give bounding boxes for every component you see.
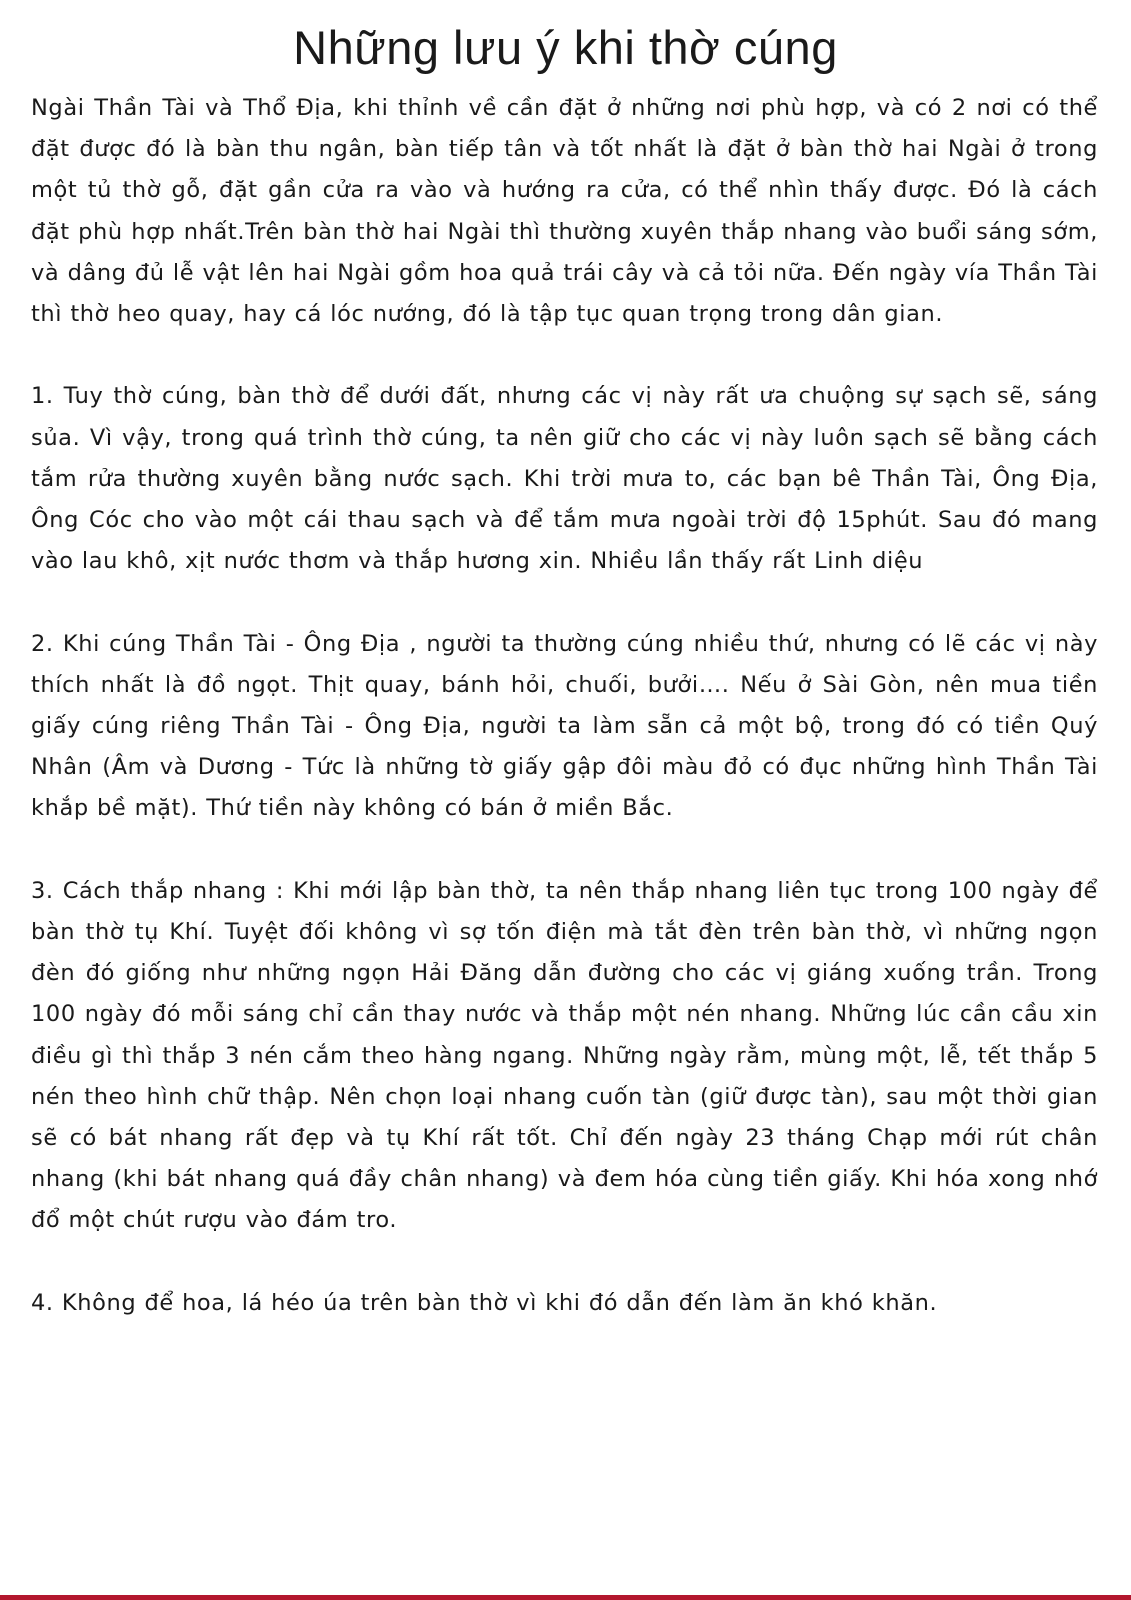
note-paragraph-2: 2. Khi cúng Thần Tài - Ông Địa , người ta thường cúng nhiều thứ, nhưng có lẽ các vị này thích nhất là đồ ngọt. Thịt quay, bánh hỏi, chuối, bưởi…. Nếu ở Sài Gòn, nên mua tiền giấy cúng riêng Thần Tài - Ông Địa, người ta làm sẵn cả một bộ, trong đó có tiền Quý Nhân (Âm và Dương - Tức là những tờ giấy gập đôi màu đỏ có đục những hình Thần Tài khắp bề mặt). Thứ tiền này không có bán ở miền Bắc. — [31, 630, 1098, 822]
note-paragraph-3: 3. Cách thắp nhang : Khi mới lập bàn thờ, ta nên thắp nhang liên tục trong 100 ngày để bàn thờ tụ Khí. Tuyệt đối không vì sợ tốn điện mà tắt đèn trên bàn thờ, vì những ngọn đèn đó giống như những ngọn Hải Đăng dẫn đường cho các vị giáng xuống trần. Trong 100 ngày đó mỗi sáng chỉ cần thay nước và thắp một nén nhang. Những lúc cần cầu xin điều gì thì thắp 3 nén cắm theo hàng ngang. Những ngày rằm, mùng một, lễ, tết thắp 5 nén theo hình chữ thập. Nên chọn loại nhang cuốn tàn (giữ được tàn), sau một thời gian sẽ có bát nhang rất đẹp và tụ Khí rất tốt. Chỉ đến ngày 23 tháng Chạp mới rút chân nhang (khi bát nhang quá đầy chân nhang) và đem hóa cùng tiền giấy. Khi hóa xong nhớ đổ một chút rượu vào đám tro. — [31, 877, 1098, 1234]
intro-paragraph: Ngài Thần Tài và Thổ Địa, khi thỉnh về cần đặt ở những nơi phù hợp, và có 2 nơi có thể đặt được đó là bàn thu ngân, bàn tiếp tân và tốt nhất là đặt ở bàn thờ hai Ngài ở trong một tủ thờ gỗ, đặt gần cửa ra vào và hướng ra cửa, có thể nhìn thấy được. Đó là cách đặt phù hợp nhất.Trên bàn thờ hai Ngài thì thường xuyên thắp nhang vào buổi sáng sớm, và dâng đủ lễ vật lên hai Ngài gồm hoa quả trái cây và cả tỏi nữa. Đến ngày vía Thần Tài thì thờ heo quay, hay cá lóc nướng, đó là tập tục quan trọng trong dân gian. — [31, 95, 1098, 328]
page-title: Những lưu ý khi thờ cúng — [293, 21, 838, 74]
document-body — [31, 88, 1098, 1365]
bottom-divider — [0, 1595, 1131, 1600]
note-paragraph-4: 4. Không để hoa, lá héo úa trên bàn thờ vì khi đó dẫn đến làm ăn khó khăn. — [31, 1289, 938, 1316]
note-paragraph-1: 1. Tuy thờ cúng, bàn thờ để dưới đất, nhưng các vị này rất ưa chuộng sự sạch sẽ, sáng sủa. Vì vậy, trong quá trình thờ cúng, ta nên giữ cho các vị này luôn sạch sẽ bằng cách tắm rửa thường xuyên bằng nước sạch. Khi trời mưa to, các bạn bê Thần Tài, Ông Địa, Ông Cóc cho vào một cái thau sạch và để tắm mưa ngoài trời độ 15phút. Sau đó mang vào lau khô, xịt nước thơm và thắp hương xin. Nhiều lần thấy rất Linh diệu — [31, 383, 1098, 575]
